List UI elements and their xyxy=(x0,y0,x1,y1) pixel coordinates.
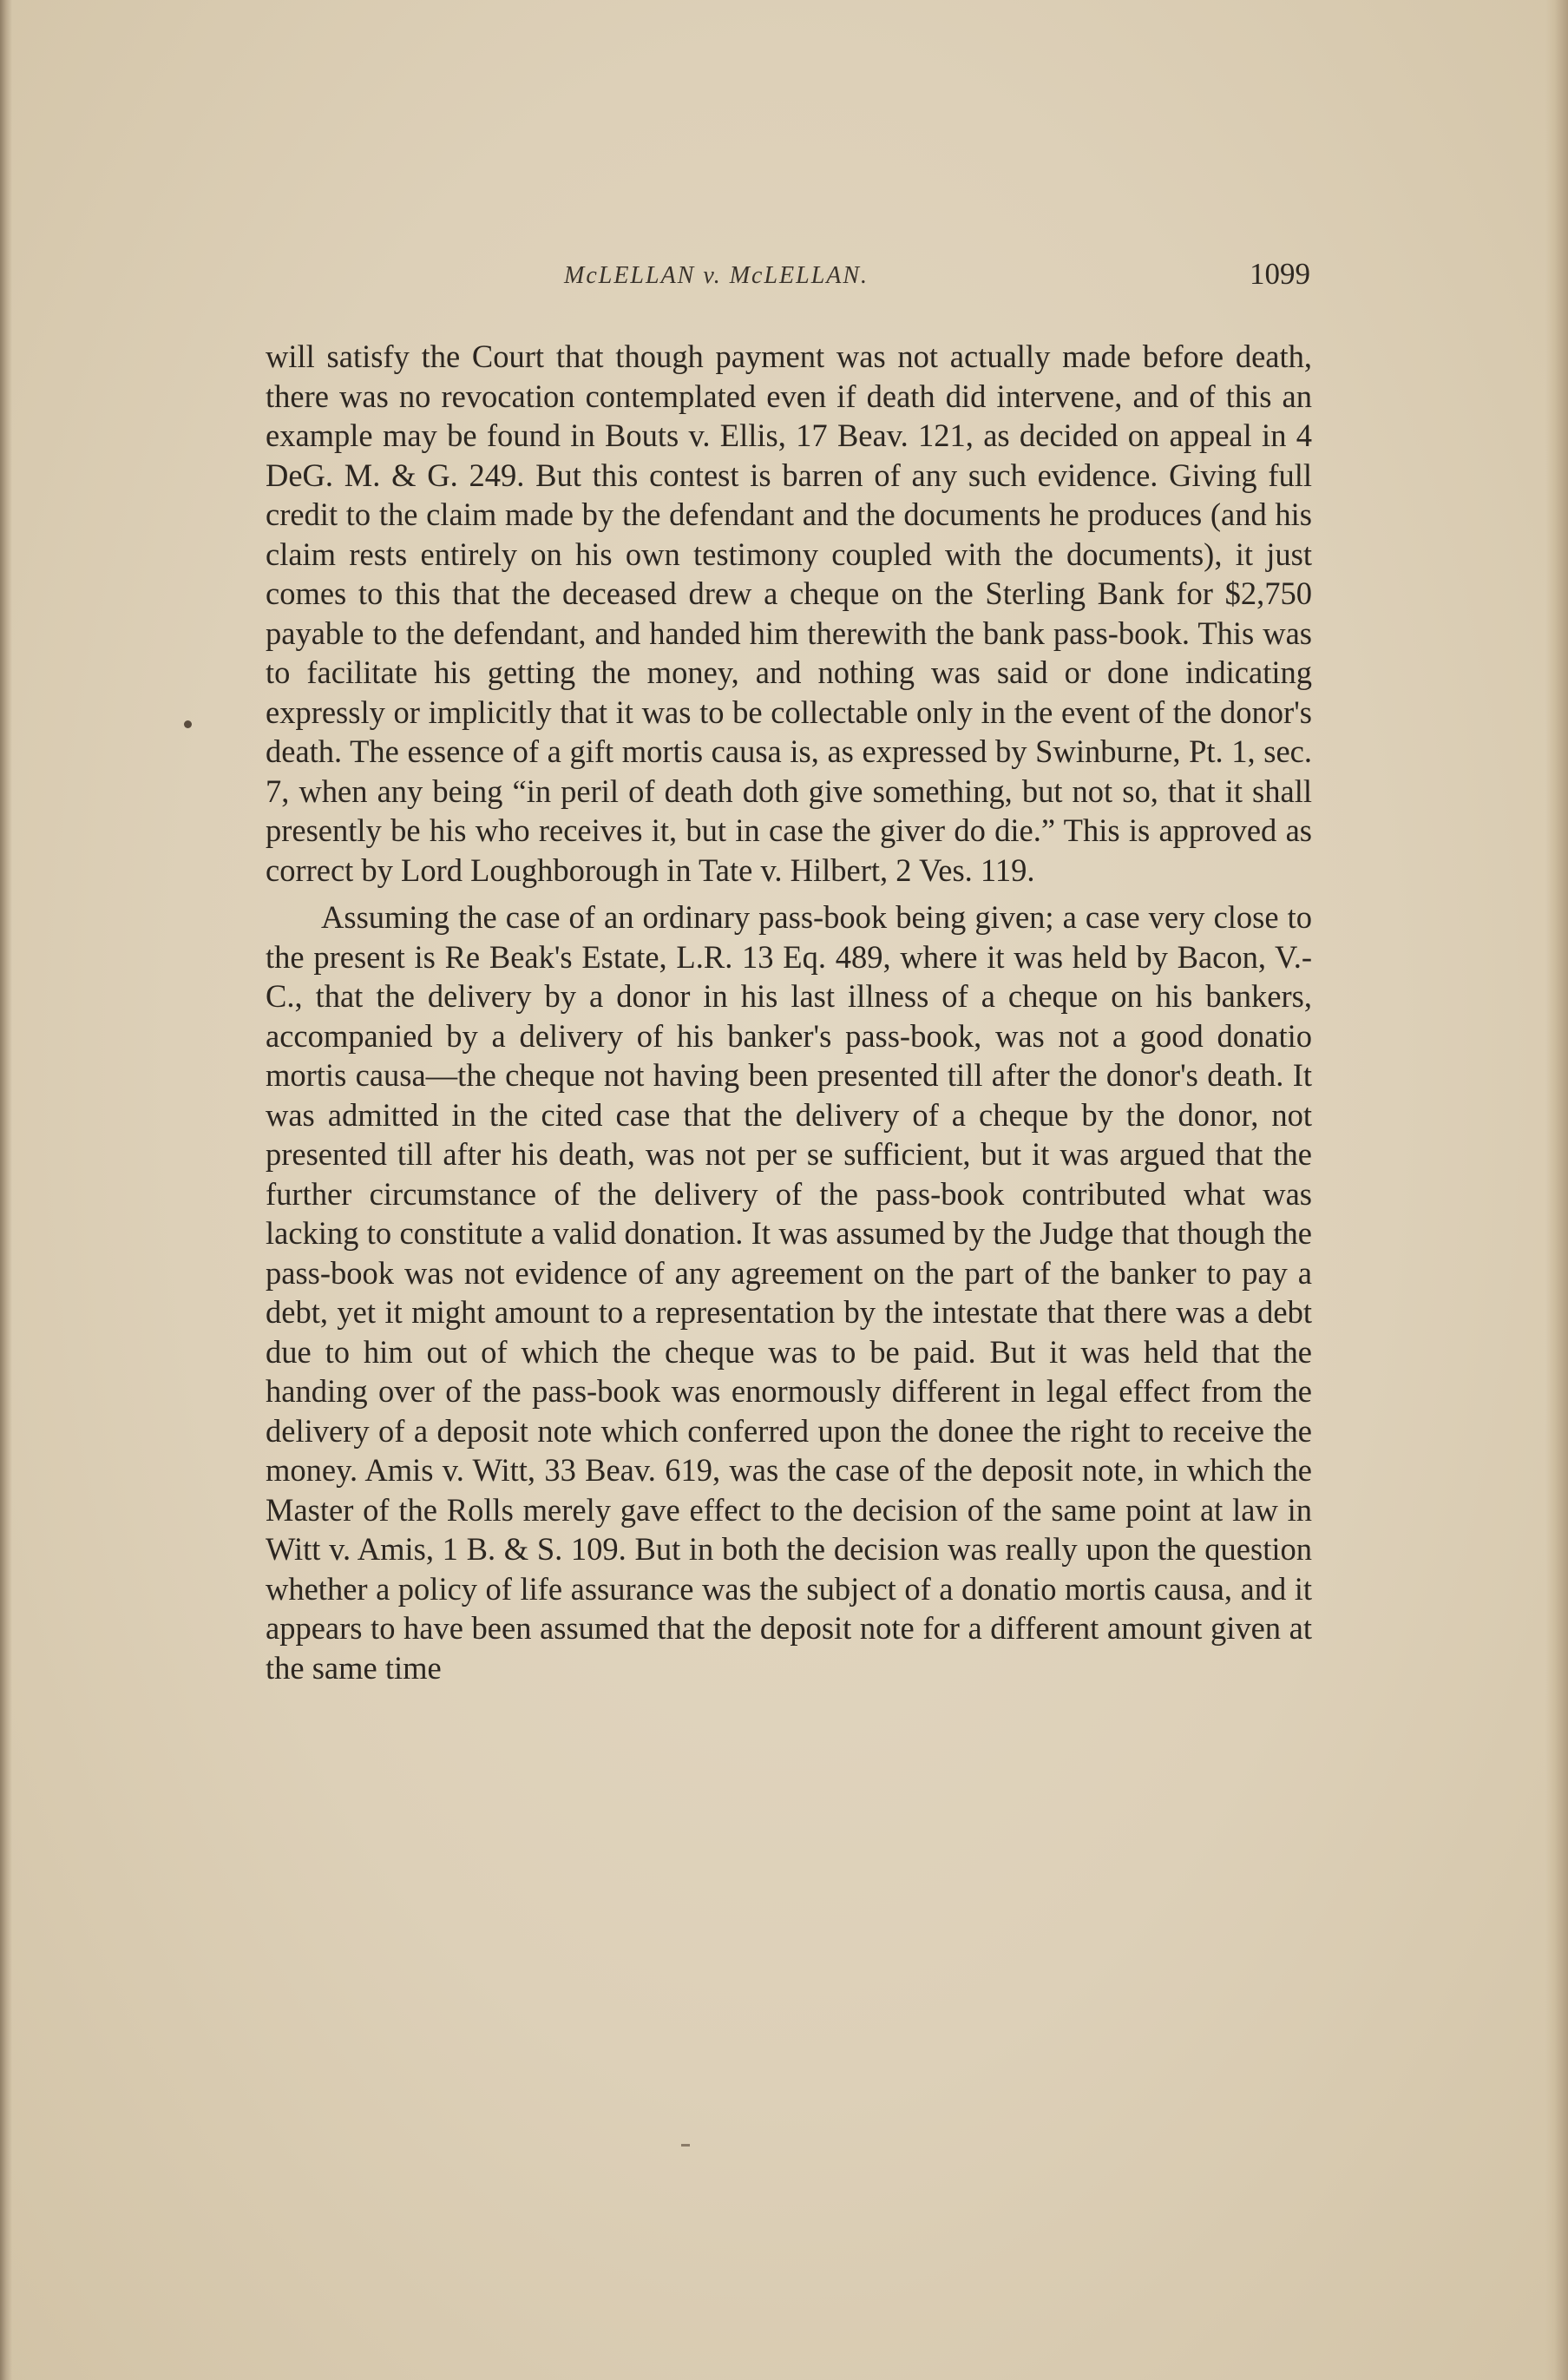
paragraph-1: will satisfy the Court that though payment was not actually made before death, there was no revocation contemplated even if death did intervene, and of this an example may be found in Bouts v. Ellis, 17 Beav. 121, as decided on appeal in 4 DeG. M. & G. 249. But this contest is barren of any such evidence. Giving full credit to the claim made by the defendant and the documents he produces (and his claim rests entirely on his own testimony coupled with the documents), it just comes to this that the deceased drew a cheque on the Sterling Bank for $2,750 payable to the defendant, and handed him therewith the bank pass-book. This was to facilitate his getting the money, and nothing was said or done indicating expressly or implicitly that it was to be collectable only in the event of the donor's death. The essence of a gift mortis causa is, as expressed by Swinburne, Pt. 1, sec. 7, when any being “in peril of death doth give something, but not so, that it shall presently be his who receives it, but in case the giver do die.” This is approved as correct by Lord Loughborough in Tate v. Hilbert, 2 Ves. 119. xyxy=(266,339,1312,888)
page-gutter-shadow xyxy=(0,0,12,2380)
page-number: 1099 xyxy=(1250,257,1310,291)
margin-mark xyxy=(184,720,192,728)
body-text xyxy=(266,337,1312,1687)
page-edge-shadow xyxy=(1545,0,1568,2380)
running-head xyxy=(269,257,1310,300)
page-speck xyxy=(681,2144,690,2147)
paragraph-2: Assuming the case of an ordinary pass-book being given; a case very close to the present is Re Beak's Estate, L.R. 13 Eq. 489, where it was held by Bacon, V.-C., that the delivery by a donor in his last illness of a cheque on his bankers, accompanied by a delivery of his banker's pass-book, was not a good donatio mortis causa—the cheque not having been presented till after the donor's death. It was admitted in the cited case that the delivery of a cheque by the donor, not presented till after his death, was not per se sufficient, but it was argued that the further circumstance of the delivery of the pass-book contributed what was lacking to constitute a valid donation. It was assumed by the Judge that though the pass-book was not evidence of any agreement on the part of the banker to pay a debt, yet it might amount to a representation by the intestate that there was a debt due to him out of which the cheque was to be paid. But it was held that the handing over of the pass-book was enormously different in legal effect from the delivery of a deposit note which conferred upon the donee the right to receive the money. Amis v. Witt, 33 Beav. 619, was the case of the deposit note, in which the Master of the Rolls merely gave effect to the decision of the same point at law in Witt v. Amis, 1 B. & S. 109. But in both the decision was really upon the question whether a policy of life assurance was the subject of a donatio mortis causa, and it appears to have been assumed that the deposit note for a different amount given at the same time xyxy=(266,899,1312,1686)
running-title: McLELLAN v. McLELLAN. xyxy=(564,262,869,289)
